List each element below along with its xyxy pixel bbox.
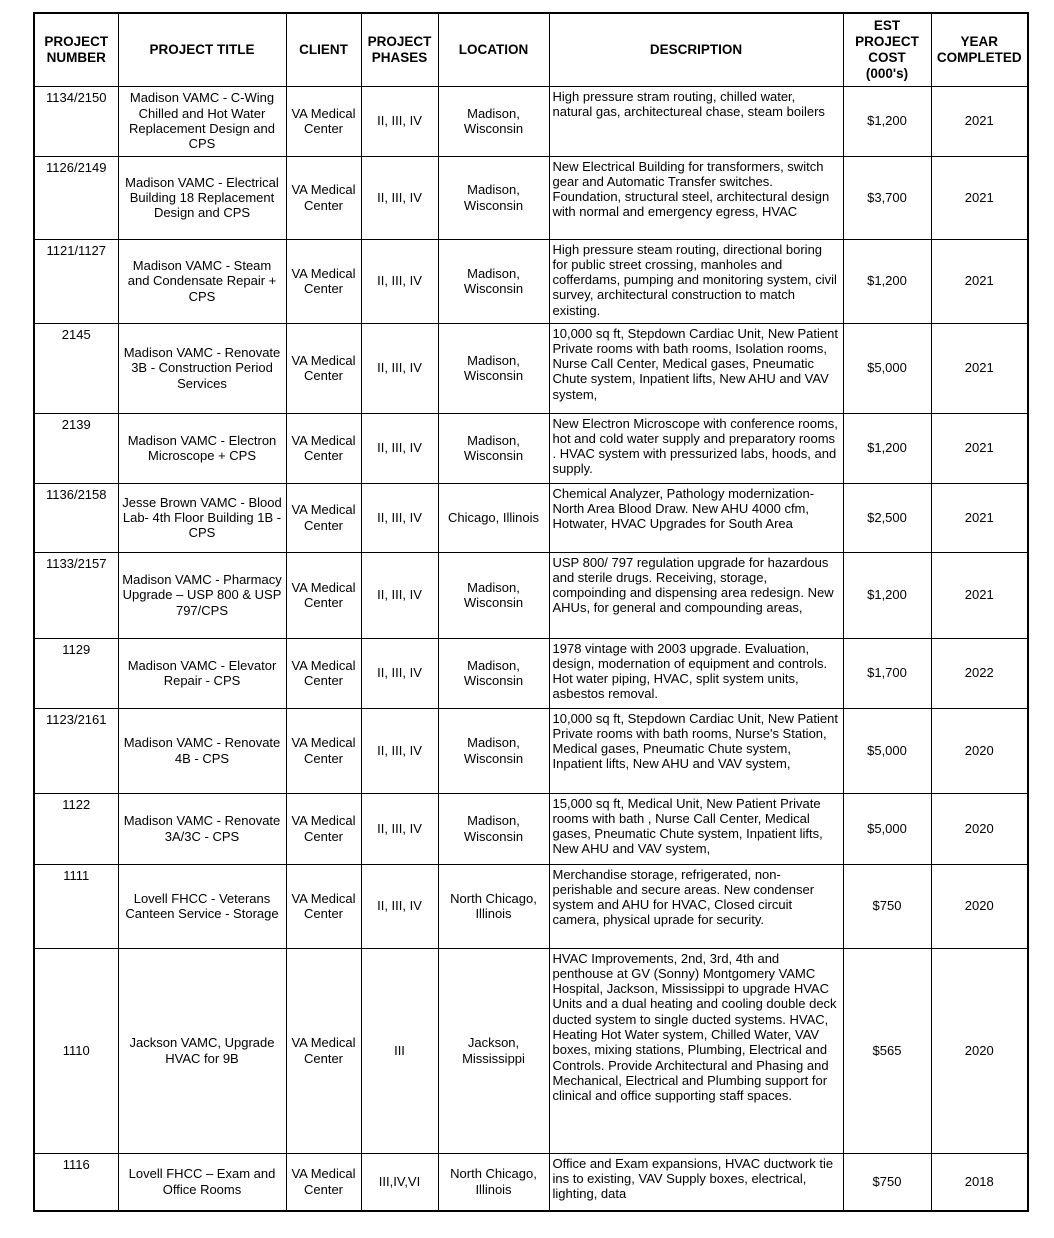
project-number-cell: 1136/2158 [34,483,118,552]
project-number-cell: 1126/2149 [34,156,118,239]
table-row [34,638,1028,708]
client-cell: VA Medical Center [286,638,361,708]
description-cell: Merchandise storage, refrigerated, non-perishable and secure areas. New condenser system and AHU for HVAC, Closed circuit camera, physical uprade for security. [549,864,843,948]
project-phases-cell: II, III, IV [361,864,438,948]
location-cell: North Chicago, Illinois [438,1153,549,1211]
description-cell: New Electron Microscope with conference rooms, hot and cold water supply and preparatory rooms . HVAC system with pressurized labs, hoods, and supply. [549,413,843,483]
table-row [34,552,1028,638]
column-header-description: DESCRIPTION [549,13,843,86]
project-title-cell: Madison VAMC - Renovate 3A/3C - CPS [118,793,286,864]
location-cell: Madison, Wisconsin [438,323,549,413]
cost-cell: $1,200 [843,239,931,323]
project-title-cell: Lovell FHCC – Exam and Office Rooms [118,1153,286,1211]
year-cell: 2021 [931,323,1028,413]
description-cell: High pressure steam routing, directional boring for public street crossing, manholes and cofferdams, pumping and monitoring system, civil survey, architectural construction to match existing. [549,239,843,323]
project-phases-cell: II, III, IV [361,708,438,793]
year-cell: 2021 [931,156,1028,239]
cost-cell: $565 [843,948,931,1153]
project-number-cell: 1110 [34,948,118,1153]
project-phases-cell: II, III, IV [361,323,438,413]
project-phases-cell: II, III, IV [361,156,438,239]
cost-cell: $5,000 [843,708,931,793]
cost-cell: $750 [843,1153,931,1211]
column-header-location: LOCATION [438,13,549,86]
cost-cell: $750 [843,864,931,948]
table-row [34,483,1028,552]
year-cell: 2021 [931,86,1028,156]
description-cell: Office and Exam expansions, HVAC ductwork tie ins to existing, VAV Supply boxes, electrical, lighting, data [549,1153,843,1211]
project-title-cell: Madison VAMC - Steam and Condensate Repair + CPS [118,239,286,323]
project-phases-cell: II, III, IV [361,86,438,156]
location-cell: Madison, Wisconsin [438,156,549,239]
column-header-project-number: PROJECT NUMBER [34,13,118,86]
header-row [34,13,1028,86]
project-number-cell: 1123/2161 [34,708,118,793]
description-cell: High pressure stram routing, chilled water, natural gas, architectureal chase, steam boilers [549,86,843,156]
project-number-cell: 1111 [34,864,118,948]
client-cell: VA Medical Center [286,708,361,793]
cost-cell: $1,700 [843,638,931,708]
project-phases-cell: II, III, IV [361,413,438,483]
project-title-cell: Jesse Brown VAMC - Blood Lab- 4th Floor Building 1B - CPS [118,483,286,552]
year-cell: 2020 [931,864,1028,948]
project-title-cell: Madison VAMC - C-Wing Chilled and Hot Water Replacement Design and CPS [118,86,286,156]
cost-cell: $3,700 [843,156,931,239]
location-cell: Madison, Wisconsin [438,638,549,708]
description-cell: HVAC Improvements, 2nd, 3rd, 4th and penthouse at GV (Sonny) Montgomery VAMC Hospital, Jackson, Mississippi to upgrade HVAC Units and a dual heating and cooling double deck ducted system to single ducted systems. HVAC, Heating Hot Water system, Chilled Water, VAV boxes, mixing stations, Plumbing, Electrical and Controls. Provide Architectural and Phasing and Mechanical, Electrical and Plumbing support for clinical and office supporting staff spaces. [549,948,843,1153]
table-row [34,156,1028,239]
location-cell: Madison, Wisconsin [438,552,549,638]
year-cell: 2021 [931,552,1028,638]
project-title-cell: Madison VAMC - Renovate 4B - CPS [118,708,286,793]
table-row [34,948,1028,1153]
client-cell: VA Medical Center [286,864,361,948]
table-row [34,239,1028,323]
client-cell: VA Medical Center [286,323,361,413]
description-cell: Chemical Analyzer, Pathology modernization- North Area Blood Draw. New AHU 4000 cfm, Hotwater, HVAC Upgrades for South Area [549,483,843,552]
project-title-cell: Lovell FHCC - Veterans Canteen Service - Storage [118,864,286,948]
year-cell: 2020 [931,708,1028,793]
project-number-cell: 1122 [34,793,118,864]
table-row [34,86,1028,156]
description-cell: USP 800/ 797 regulation upgrade for hazardous and sterile drugs. Receiving, storage, compoinding and dispensing area redesign. New AHUs, for general and compounding areas, [549,552,843,638]
project-title-cell: Jackson VAMC, Upgrade HVAC for 9B [118,948,286,1153]
projects-table [33,12,1029,1212]
client-cell: VA Medical Center [286,552,361,638]
location-cell: Madison, Wisconsin [438,793,549,864]
year-cell: 2022 [931,638,1028,708]
cost-cell: $2,500 [843,483,931,552]
year-cell: 2021 [931,413,1028,483]
description-cell: 10,000 sq ft, Stepdown Cardiac Unit, New Patient Private rooms with bath rooms, Isolation rooms, Nurse Call Center, Medical gases, Pneumatic Chute system, Inpatient lifts, New AHU and VAV system, [549,323,843,413]
description-cell: 15,000 sq ft, Medical Unit, New Patient Private rooms with bath , Nurse Call Center, Medical gases, Pneumatic Chute system, Inpatient lifts, New AHU and VAV system, [549,793,843,864]
table-row [34,708,1028,793]
location-cell: Madison, Wisconsin [438,708,549,793]
year-cell: 2018 [931,1153,1028,1211]
client-cell: VA Medical Center [286,948,361,1153]
year-cell: 2021 [931,483,1028,552]
project-number-cell: 1121/1127 [34,239,118,323]
table-row [34,864,1028,948]
project-title-cell: Madison VAMC - Electron Microscope + CPS [118,413,286,483]
description-cell: 1978 vintage with 2003 upgrade. Evaluation, design, modernation of equipment and controls. Hot water piping, HVAC, split system units, asbestos removal. [549,638,843,708]
client-cell: VA Medical Center [286,793,361,864]
column-header-project-phases: PROJECT PHASES [361,13,438,86]
column-header-client: CLIENT [286,13,361,86]
column-header-project-title: PROJECT TITLE [118,13,286,86]
project-number-cell: 1129 [34,638,118,708]
client-cell: VA Medical Center [286,483,361,552]
project-title-cell: Madison VAMC - Renovate 3B - Construction Period Services [118,323,286,413]
description-cell: New Electrical Building for transformers, switch gear and Automatic Transfer switches. Foundation, structural steel, architectural design with normal and emergency egress, HVAC [549,156,843,239]
project-number-cell: 1116 [34,1153,118,1211]
project-phases-cell: II, III, IV [361,483,438,552]
client-cell: VA Medical Center [286,156,361,239]
project-number-cell: 2145 [34,323,118,413]
year-cell: 2021 [931,239,1028,323]
year-cell: 2020 [931,793,1028,864]
project-phases-cell: II, III, IV [361,793,438,864]
cost-cell: $5,000 [843,793,931,864]
project-phases-cell: III,IV,VI [361,1153,438,1211]
column-header-est-project-cost: EST PROJECT COST (000's) [843,13,931,86]
project-number-cell: 2139 [34,413,118,483]
location-cell: North Chicago, Illinois [438,864,549,948]
client-cell: VA Medical Center [286,1153,361,1211]
project-number-cell: 1133/2157 [34,552,118,638]
project-number-cell: 1134/2150 [34,86,118,156]
client-cell: VA Medical Center [286,413,361,483]
cost-cell: $1,200 [843,413,931,483]
project-phases-cell: III [361,948,438,1153]
project-phases-cell: II, III, IV [361,239,438,323]
cost-cell: $1,200 [843,86,931,156]
description-cell: 10,000 sq ft, Stepdown Cardiac Unit, New Patient Private rooms with bath rooms, Nurse's Station, Medical gases, Pneumatic Chute system, Inpatient lifts, New AHU and VAV system, [549,708,843,793]
cost-cell: $5,000 [843,323,931,413]
cost-cell: $1,200 [843,552,931,638]
location-cell: Madison, Wisconsin [438,413,549,483]
table-row [34,413,1028,483]
project-title-cell: Madison VAMC - Electrical Building 18 Replacement Design and CPS [118,156,286,239]
table-row [34,1153,1028,1211]
table-row [34,323,1028,413]
year-cell: 2020 [931,948,1028,1153]
project-title-cell: Madison VAMC - Pharmacy Upgrade – USP 800 & USP 797/CPS [118,552,286,638]
column-header-year-completed: YEAR COMPLETED [931,13,1028,86]
location-cell: Madison, Wisconsin [438,239,549,323]
location-cell: Jackson, Mississippi [438,948,549,1153]
project-phases-cell: II, III, IV [361,552,438,638]
project-title-cell: Madison VAMC - Elevator Repair - CPS [118,638,286,708]
location-cell: Madison, Wisconsin [438,86,549,156]
client-cell: VA Medical Center [286,239,361,323]
table-row [34,793,1028,864]
client-cell: VA Medical Center [286,86,361,156]
project-phases-cell: II, III, IV [361,638,438,708]
location-cell: Chicago, Illinois [438,483,549,552]
